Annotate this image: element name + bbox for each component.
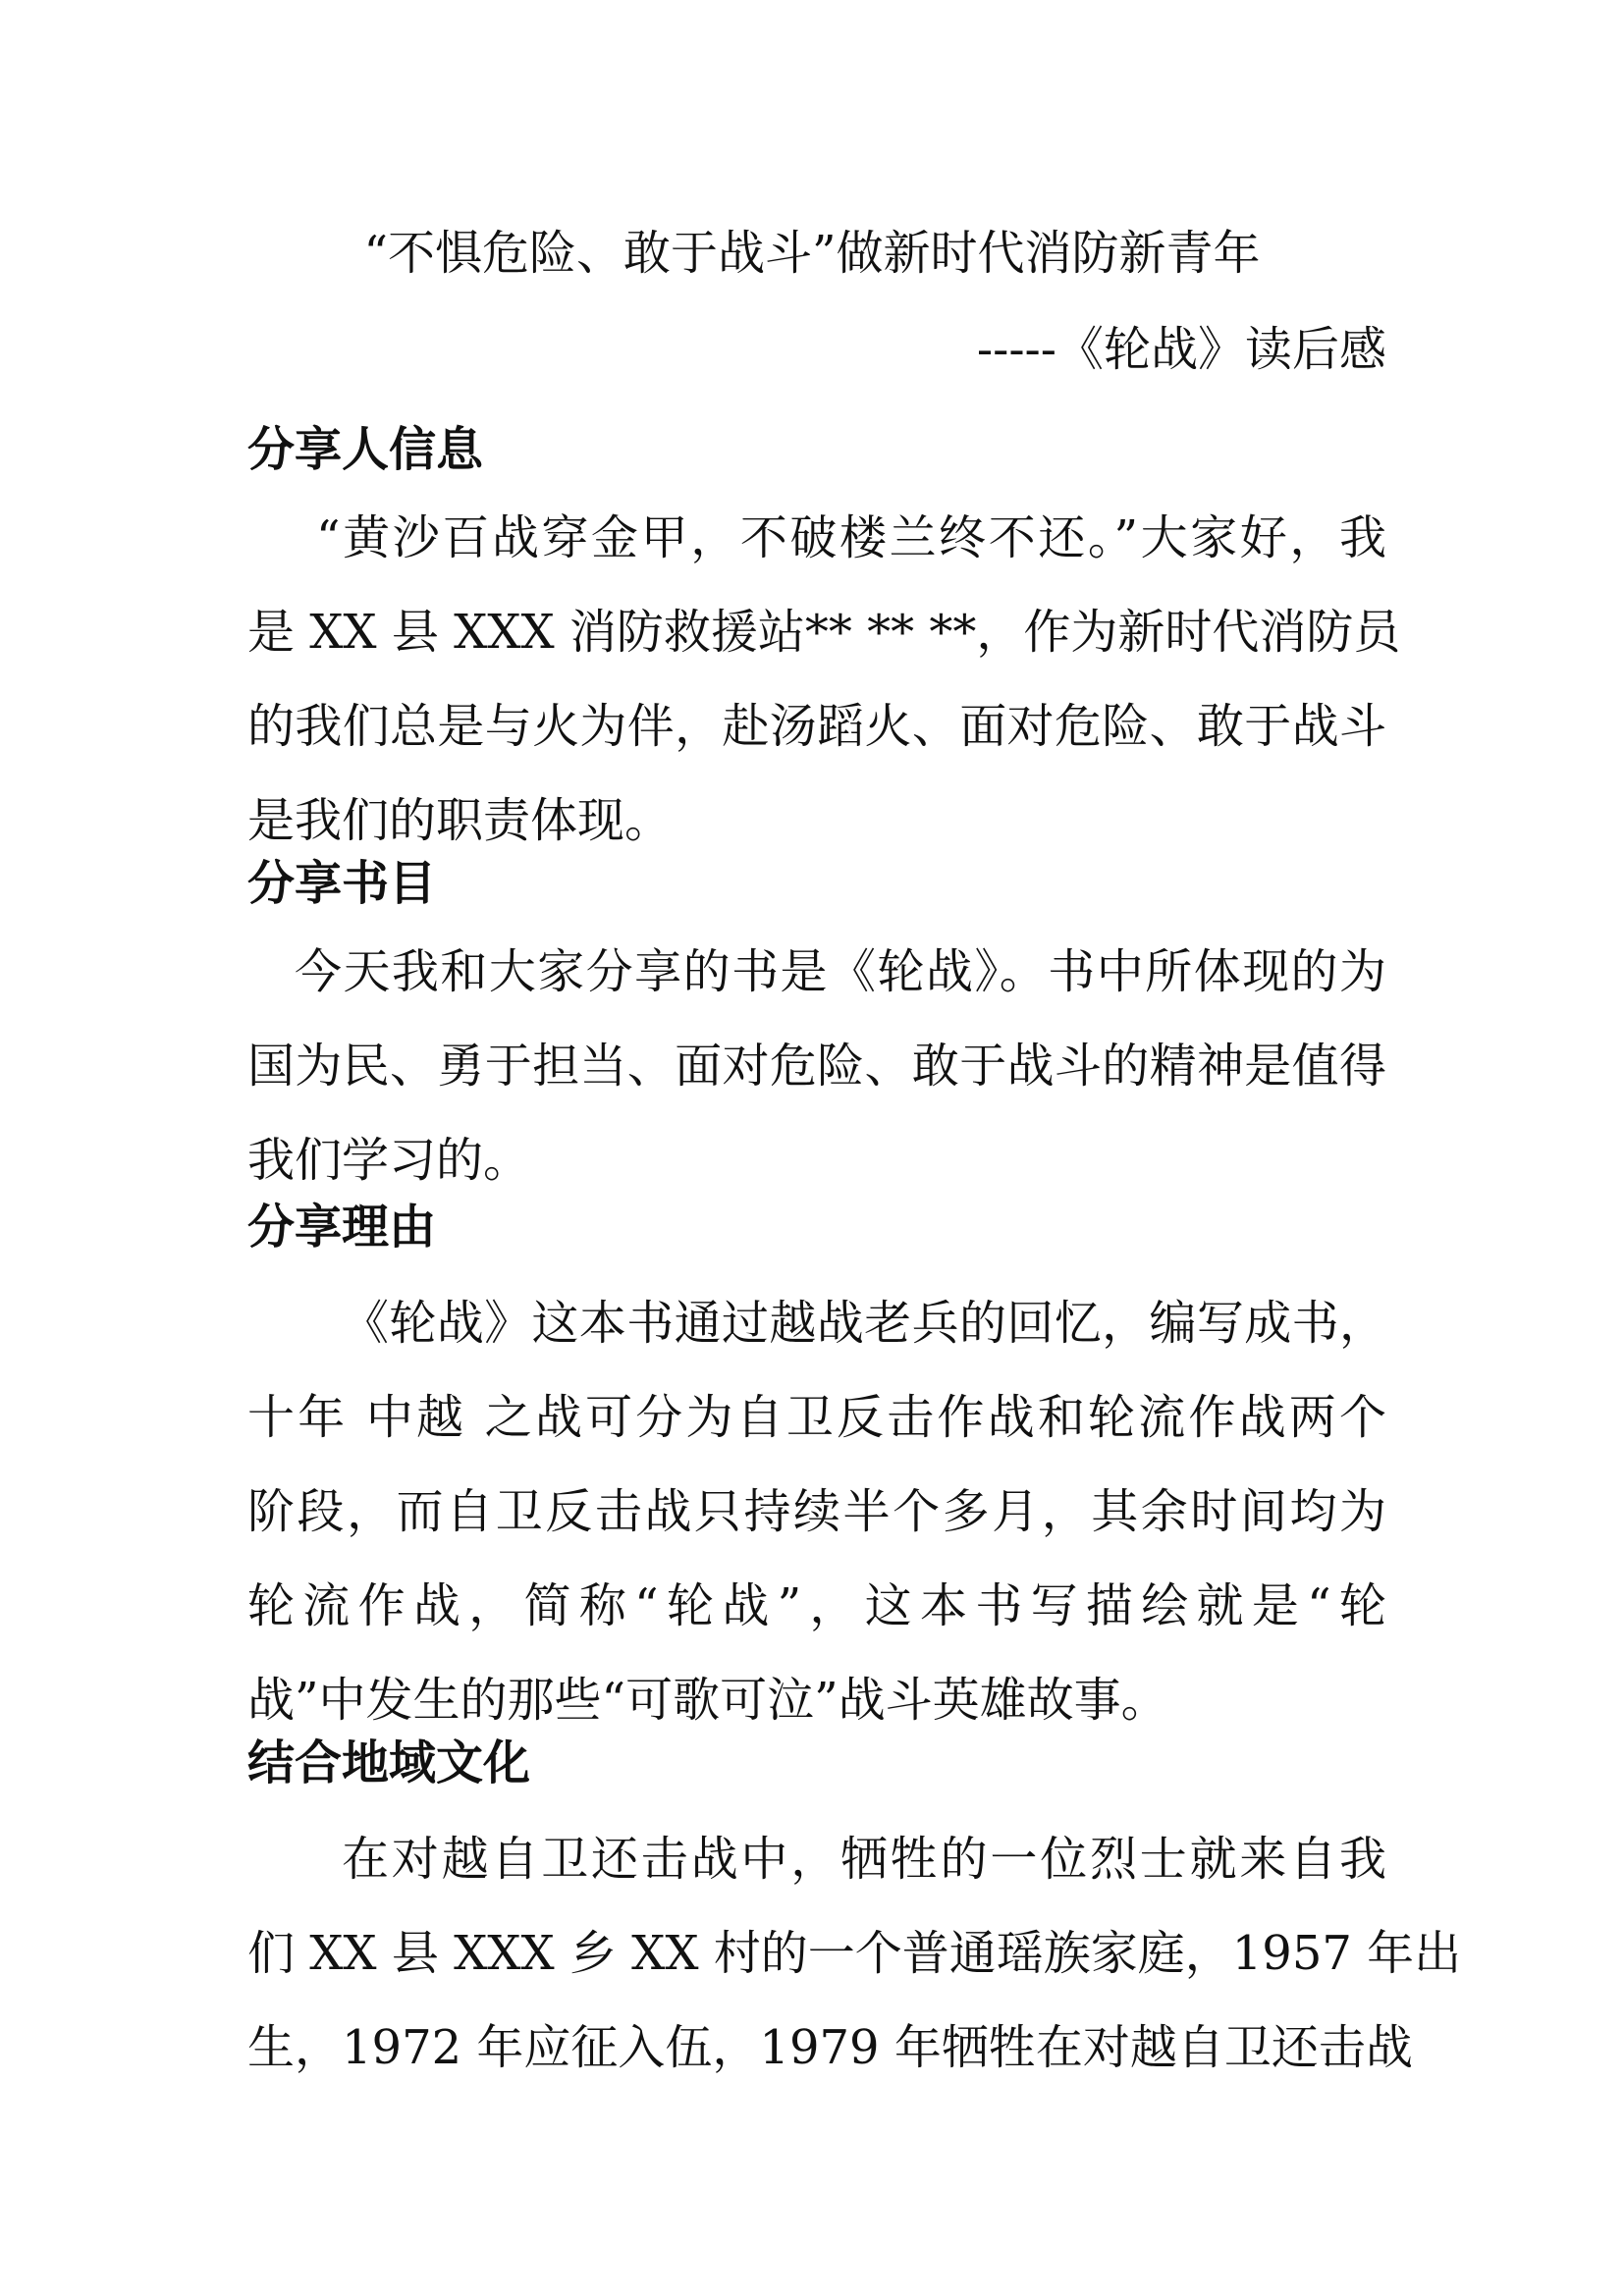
paragraph-line: 们 XX 县 XXX 乡 XX 村的一个普通瑶族家庭，1957 年出 (247, 1926, 1462, 1981)
paragraph-line: 是 XX 县 XXX 消防救援站** ** **，作为新时代消防员 (247, 605, 1401, 660)
paragraph-line: 国为民、勇于担当、面对危险、敢于战斗的精神是值得 (247, 1039, 1386, 1094)
paragraph-line: 轮流作战，简称“轮战”，这本书写描绘就是“轮 (247, 1578, 1386, 1633)
paragraph-line: 战”中发生的那些“可歌可泣”战斗英雄故事。 (247, 1673, 1168, 1728)
section-heading-reason: 分享理由 (247, 1200, 437, 1255)
paragraph-line: 我们学习的。 (247, 1133, 531, 1188)
paragraph-line: 阶段，而自卫反击战只持续半个多月，其余时间均为 (247, 1484, 1386, 1539)
paragraph-line: 生，1972 年应征入伍，1979 年牺牲在对越自卫还击战 (247, 2020, 1413, 2075)
paragraph-line: 十年 中越 之战可分为自卫反击作战和轮流作战两个 (247, 1390, 1386, 1445)
section-heading-sharer-info: 分享人信息 (247, 422, 484, 477)
section-heading-local-culture: 结合地域文化 (247, 1735, 531, 1790)
section-body-reason (247, 1276, 1386, 1747)
section-body-sharer-info (247, 491, 1401, 868)
paragraph-line: 是我们的职责体现。 (247, 793, 673, 848)
section-body-local-culture (247, 1812, 1462, 2095)
paragraph-line: 在对越自卫还击战中，牺牲的一位烈士就来自我 (342, 1832, 1386, 1887)
section-heading-book: 分享书目 (247, 856, 437, 911)
paragraph-line: 的我们总是与火为伴，赴汤蹈火、面对危险、敢于战斗 (247, 699, 1386, 754)
paragraph-line: 今天我和大家分享的书是《轮战》。书中所体现的为 (295, 944, 1386, 999)
document-title: “不惧危险、敢于战斗”做新时代消防新青年 (363, 226, 1261, 281)
paragraph-line: 《轮战》这本书通过越战老兵的回忆，编写成书， (342, 1296, 1386, 1351)
section-body-book (247, 925, 1386, 1207)
document-subtitle: -----《轮战》读后感 (976, 322, 1386, 377)
paragraph-line: “黄沙百战穿金甲，不破楼兰终不还。”大家好，我 (316, 510, 1386, 565)
